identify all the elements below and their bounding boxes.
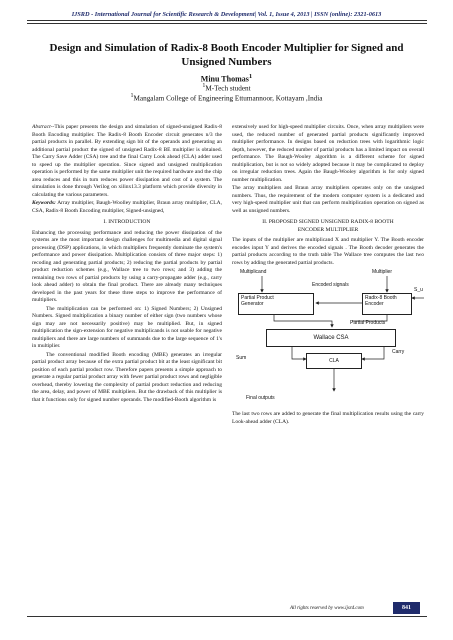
section-proposed-title-line1: II. PROPOSED SIGNED UNSIGNED RADIX-8 BOOTH xyxy=(262,219,394,225)
affiliation-institution-text: Mangalam College of Engineering Ettumannoor, Kottayam ,India xyxy=(133,94,323,103)
right-paragraph-4: The last two rows are added to generate the final multiplication results using the carry Look-ahead adder (CLA). xyxy=(232,411,424,425)
right-column xyxy=(232,124,424,594)
paper-title: Design and Simulation of Radix-8 Booth Encoder Multiplier for Signed and Unsigned Numbers xyxy=(49,42,404,68)
author-sup: 1 xyxy=(248,73,253,80)
rbe-line2: Encoder xyxy=(365,301,384,307)
arrow-partial-products-1 xyxy=(274,315,332,327)
arrow-carry xyxy=(362,347,384,359)
intro-paragraph-3: The conventional modified Booth encoding (MBE) generates an irregular partial product array because of the extra partial product bit at the least significant bit position of each partial product row. Therefore papers presents a simple approach to generate a regular partial product array with fewer partial product rows and negligible overhead, thereby lowering the complexity of partial product reduction and reducing the area, delay, and power of MBE multipliers. But the drawback of this multiplier is that it functions only for signed number operands. The modified-Booth algorithm is xyxy=(32,351,222,403)
section-introduction-title: I. INTRODUCTION xyxy=(103,219,151,225)
label-partial-products: Partial Products xyxy=(350,320,386,326)
block-diagram xyxy=(232,269,424,407)
affiliation-institution xyxy=(0,93,453,102)
footer-rule xyxy=(27,616,427,617)
journal-header: IJSRD - International Journal for Scientific Research & Development| Vol. 1, Issue 4, 2013 | ISSN (online): 2321-0613 xyxy=(71,11,382,18)
box-radix8-booth-encoder xyxy=(362,293,412,315)
box-wallace-csa: Wallace CSA xyxy=(266,329,396,347)
intro-paragraph-2: The multiplication can be performed on: 1) Signed Numbers; 2) Unsigned Numbers. Signed multiplication a binary number of either sign (two numbers whose sign may are not necessarily positive) may be multiplied. But, in signed multiplication the sign-extension for negative multiplicands is not usable for negative multipliers and there are large numbers of summands due to the large sequence of 1's in multiplier. xyxy=(32,305,222,349)
page-number: 841 xyxy=(393,602,420,614)
author-name-text: Minu Thomas xyxy=(200,74,249,84)
label-sum: Sum xyxy=(236,355,247,361)
affil-inst-sup: 1 xyxy=(130,93,134,99)
label-encoded-signals: Encoded signals xyxy=(312,282,349,288)
abstract xyxy=(32,124,222,199)
label-carry: Carry xyxy=(392,349,405,355)
section-proposed-title-line2: ENCODER MULTIPLIER xyxy=(297,226,359,233)
ppg-line2: Generator xyxy=(241,301,264,307)
right-paragraph-2: The array multipliers and Braun array multipliers operates only on the unsigned numbers. Thus, the requirement of the modern computer system is a dedicated and very high-speed multiplier unit that can perform multiplication operation on signed as well as unsigned numbers. xyxy=(232,185,424,214)
right-paragraph-1: extensively used for high-speed multiplier circuits. Once, when array multipliers were used, the reduced number of generated partial products significantly improved multiplier performance. In designs based on reduction trees with logarithmic logic depth, however, the reduced number of partial products has a limited impact on overall performance. The Baugh-Wooley algorithm is a different scheme for signed multiplication, but is not so widely adopted because it may be complicated to deploy on irregular reduction trees. Again the Baugh-Wooley algorithm is for only signed number multiplication. xyxy=(232,124,424,183)
ppg-line1: Partial Product xyxy=(241,295,274,301)
arrow-sum xyxy=(292,347,306,359)
keywords-text: Array multiplier, Baugh-Woolley multiplier, Braun array multiplier, CLA, CSA, Radix-8 Booth Encoding multiplier, Signed-unsigned, xyxy=(32,200,222,214)
affiliation-role-text: M-Tech student xyxy=(205,84,251,93)
keywords-heading: Keywords: xyxy=(32,200,56,206)
label-final-outputs: Final outputs xyxy=(246,395,275,401)
abstract-heading: Abstract-- xyxy=(32,124,55,130)
abstract-text: This paper presents the design and simulation of signed-unsigned Radix-8 Booth Encoding multiplier. The Radix-8 Booth Encoder circuit generates n/3 the partial products in parallel. By extending sign bit of the operands and generating an additional partial product the signed of unsigned Radix-8 BE multiplier is obtained. The Carry Save Adder (CSA) tree and the final Carry Look ahead (CLA) adder used to speed up the multiplier operation. Since signed and unsigned multiplication operation is performed by the same multiplier unit the required hardware and the chip area reduces and this in turn reduces power dissipation and cost of a system. The simulation is done through Verilog on xilinx13.3 platform which provide diversity in calculating the various parameters. xyxy=(32,124,222,198)
section-proposed-title xyxy=(232,219,424,234)
affil-role-sup: 1 xyxy=(202,83,206,89)
rbe-line1: Radix-8 Booth xyxy=(365,295,397,301)
box-cla: CLA xyxy=(306,353,362,369)
intro-paragraph-1: Enhancing the processing performance and reducing the power dissipation of the systems are the most important design challenges for multimedia and digital signal processing (DSP) applications, in which multipliers frequently dominate the system's performance and power dissipation. Multiplication consists of three major steps: 1) recoding and generating partial products; 2) reducing the partial products by partial product reduction schemes (e.g., Wallace tree to two rows; and 3) adding the remaining two rows of partial products by using a carry-propagate adder (e.g., carry look ahead adder) to obtain the final product. There are already many techniques developed in the past years for these three steps to improve the performance of multipliers. xyxy=(32,229,222,303)
label-s-u: S_u xyxy=(414,287,423,293)
box-partial-product-generator xyxy=(238,293,314,315)
label-multiplier: Multiplier xyxy=(372,269,393,275)
header-rule-thick xyxy=(27,20,427,21)
affiliation-role xyxy=(0,83,453,92)
label-multiplicand: Multiplicand xyxy=(240,269,267,275)
keywords xyxy=(32,200,222,215)
left-column xyxy=(32,124,222,599)
header-rule-thin xyxy=(27,23,427,24)
right-paragraph-3: The inputs of the multiplier are multiplicand X and multiplier Y. The Booth encoder encodes input Y and derives the encoded signals . The Booth decoder generates the partial products according to the truth table The Wallace tree computes the last two rows by adding the generated partial products. xyxy=(232,237,424,266)
footer-rights: All rights reserved by www.ijsrd.com xyxy=(290,606,364,611)
